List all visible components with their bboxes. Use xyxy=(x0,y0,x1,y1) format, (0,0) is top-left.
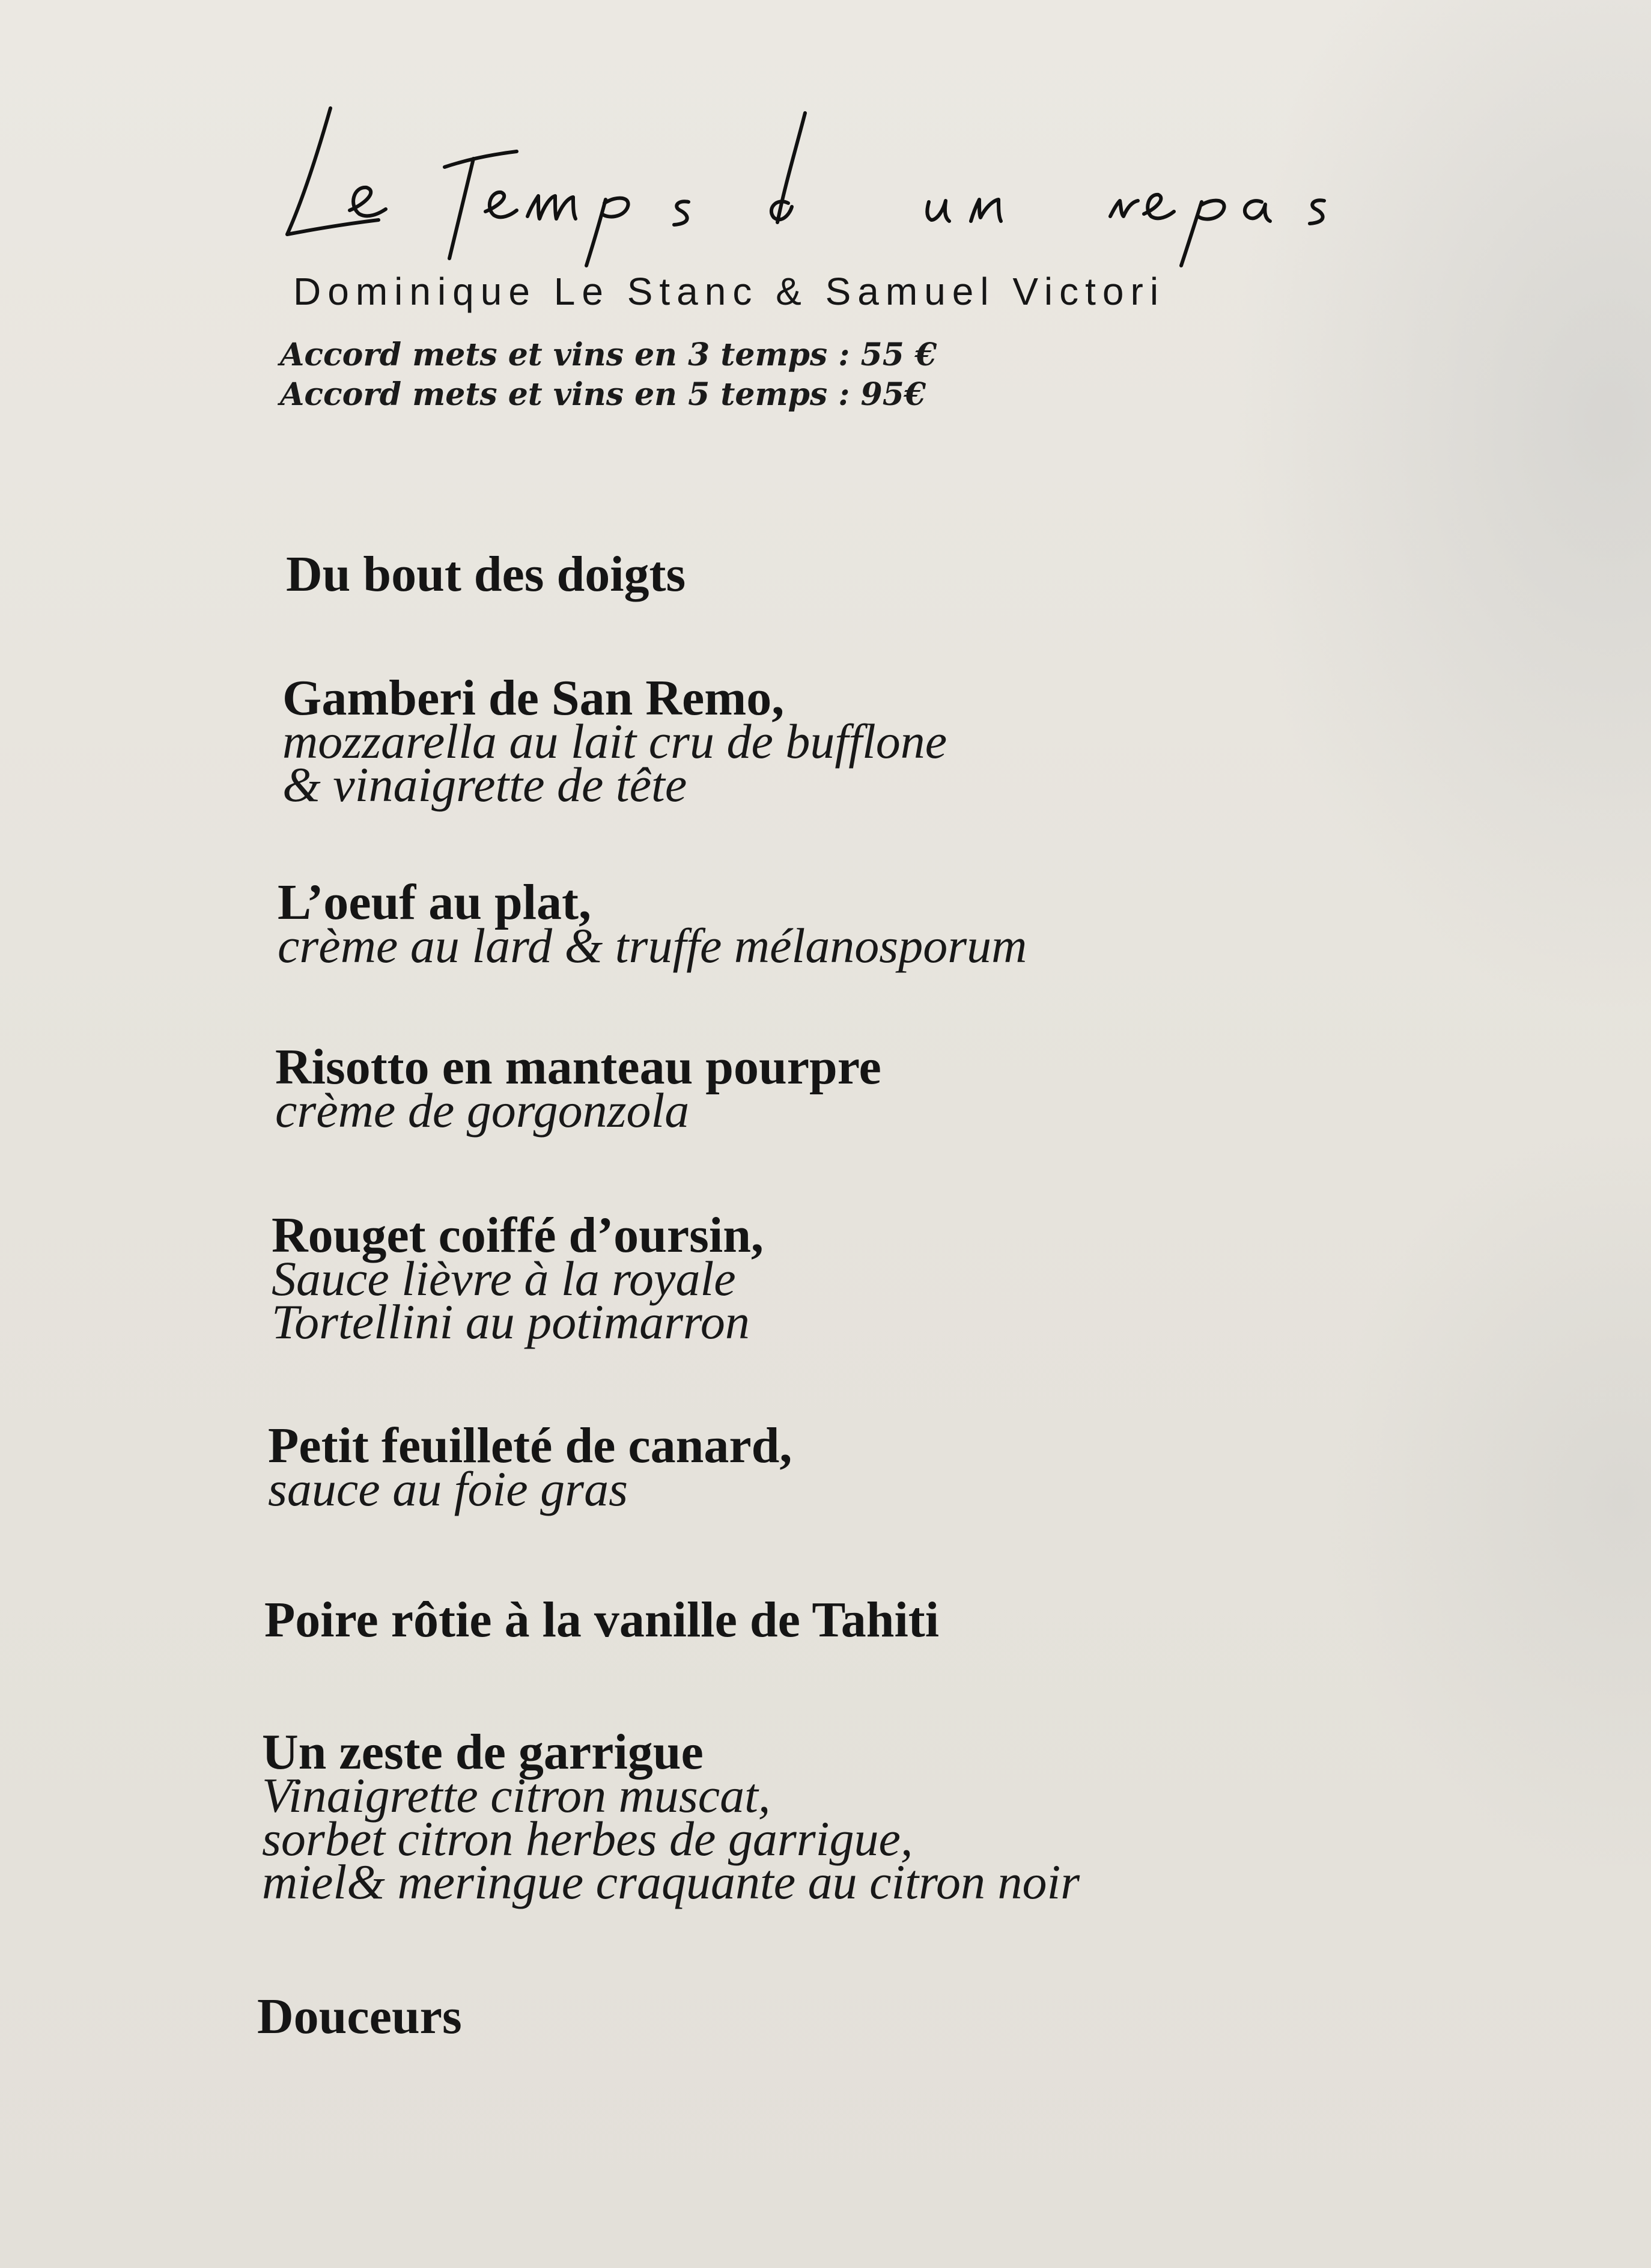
course-description: Vinaigrette citron muscat, xyxy=(262,1768,771,1823)
course-gamberi xyxy=(282,670,947,812)
wine-pairing-3: Accord mets et vins en 3 temps : 55 € xyxy=(280,337,937,373)
course-name: Douceurs xyxy=(257,1989,462,2044)
course-description: sorbet citron herbes de garrigue, xyxy=(262,1811,913,1866)
course-description: mozzarella au lait cru de bufflone xyxy=(282,714,947,769)
menu-title-script xyxy=(276,96,1358,270)
course-name: Petit feuilleté de canard, xyxy=(268,1418,792,1474)
course-name: Un zeste de garrigue xyxy=(262,1724,704,1780)
course-douceurs xyxy=(257,1989,462,2044)
course-name: Risotto en manteau pourpre xyxy=(275,1039,881,1095)
course-du-bout-des-doigts xyxy=(286,546,686,602)
course-oeuf-au-plat xyxy=(278,874,1027,973)
course-risotto xyxy=(275,1039,881,1138)
wine-pairing-5: Accord mets et vins en 5 temps : 95€ xyxy=(280,376,926,413)
course-name: Gamberi de San Remo, xyxy=(282,670,785,726)
course-description: Tortellini au potimarron xyxy=(272,1294,750,1349)
course-name: Poire rôtie à la vanille de Tahiti xyxy=(264,1592,940,1648)
course-rouget xyxy=(272,1207,764,1349)
course-description: crème au lard & truffe mélanosporum xyxy=(278,918,1027,973)
chefs-names: Dominique Le Stanc & Samuel Victori xyxy=(293,270,1166,313)
handwritten-title xyxy=(276,96,1358,270)
course-zeste-garrigue xyxy=(262,1724,1080,1909)
course-feuillete-canard xyxy=(268,1418,792,1516)
course-name: L’oeuf au plat, xyxy=(278,874,592,930)
course-name: Rouget coiffé d’oursin, xyxy=(272,1207,764,1263)
course-poire-rotie xyxy=(264,1592,940,1648)
course-description: Sauce lièvre à la royale xyxy=(272,1251,736,1306)
course-description: & vinaigrette de tête xyxy=(282,757,687,812)
course-name: Du bout des doigts xyxy=(286,546,686,602)
course-description: crème de gorgonzola xyxy=(275,1083,690,1138)
course-description: sauce au foie gras xyxy=(268,1462,628,1516)
course-description: miel& meringue craquante au citron noir xyxy=(262,1855,1080,1909)
